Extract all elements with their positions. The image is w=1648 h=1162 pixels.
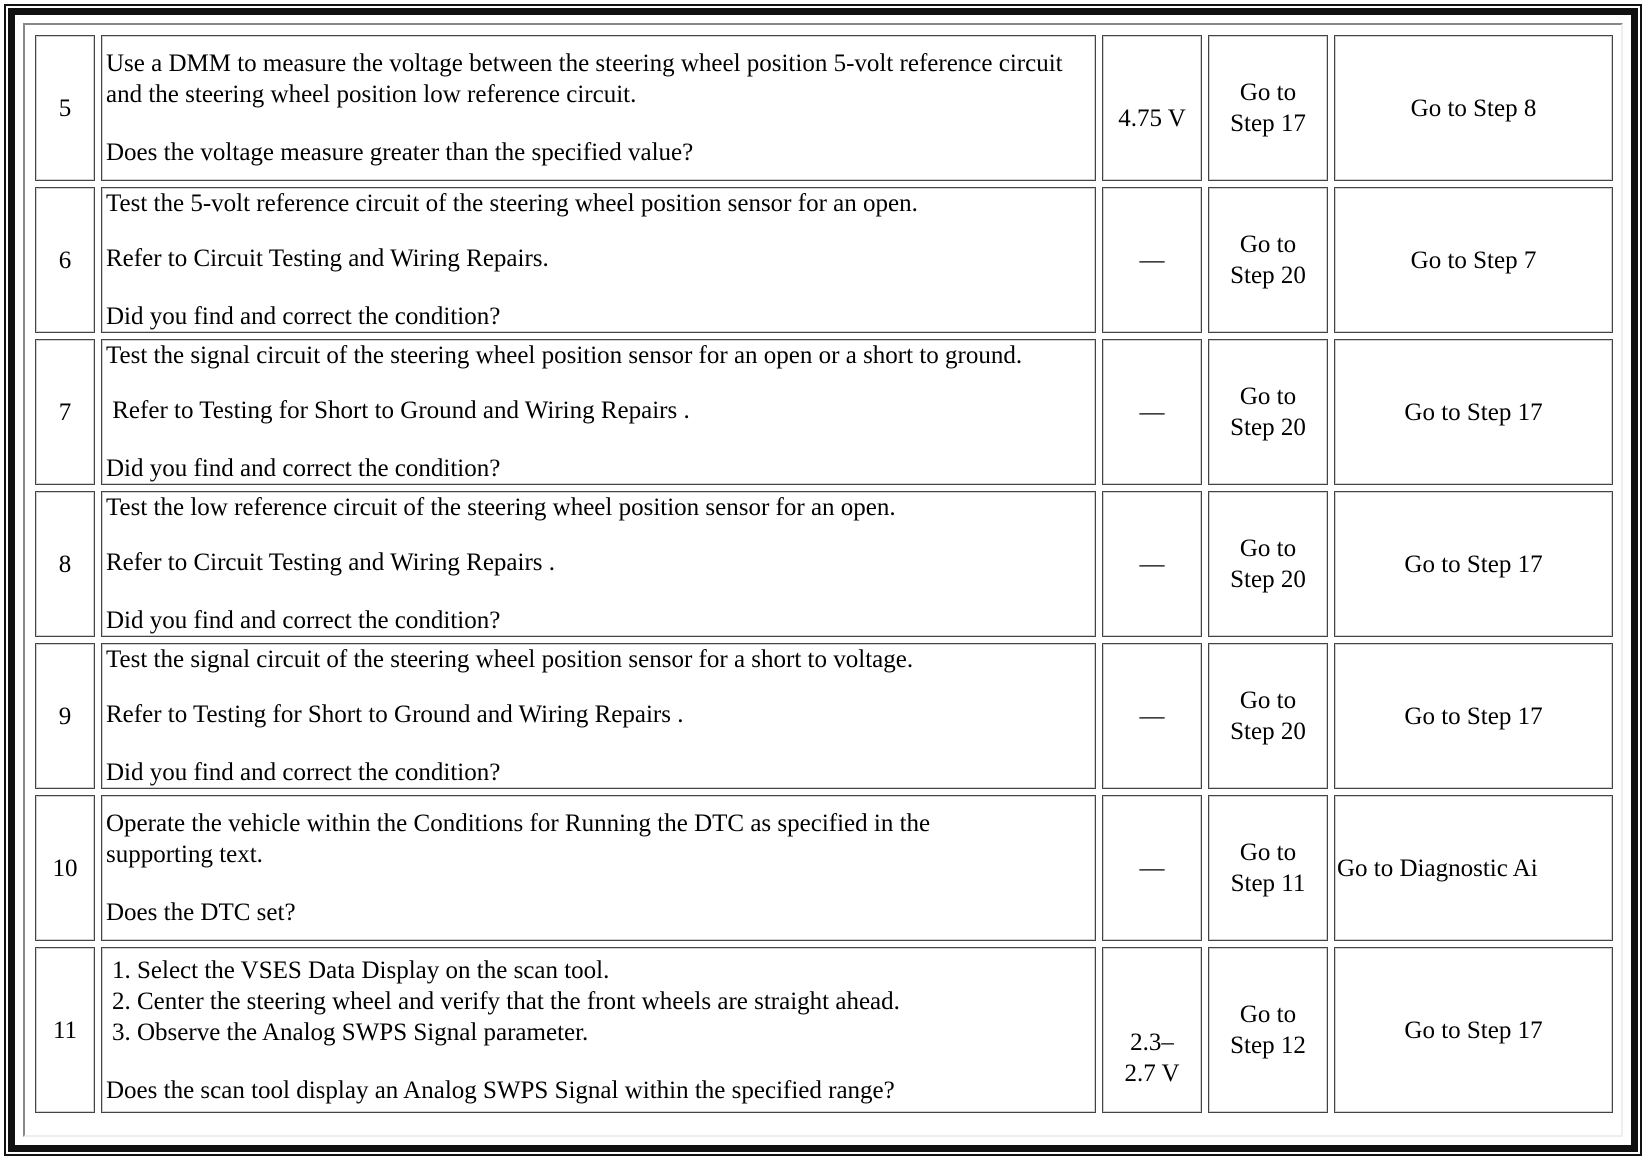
step-yes bbox=[1208, 947, 1328, 1113]
step-action bbox=[101, 187, 1096, 333]
action-text: Test the low reference circuit of the steering wheel position sensor for an open. bbox=[106, 494, 896, 521]
step-action bbox=[101, 643, 1096, 789]
value-line-2: 2.7 V bbox=[1124, 1060, 1180, 1087]
step-yes bbox=[1208, 795, 1328, 941]
step-number: 11 bbox=[35, 947, 95, 1113]
action-question: Did you find and correct the condition? bbox=[106, 607, 501, 634]
step-number: 9 bbox=[35, 643, 95, 789]
action-question: Did you find and correct the condition? bbox=[106, 759, 501, 786]
action-reference: Refer to Circuit Testing and Wiring Repairs. bbox=[106, 245, 549, 272]
step-value: — bbox=[1102, 643, 1202, 789]
list-item: 1. Select the VSES Data Display on the scan tool. bbox=[112, 956, 610, 984]
step-value: — bbox=[1102, 491, 1202, 637]
diagnostic-steps-table bbox=[29, 29, 1619, 1119]
step-no: Go to Step 7 bbox=[1334, 187, 1613, 333]
step-number: 10 bbox=[35, 795, 95, 941]
step-number: 5 bbox=[35, 35, 95, 181]
list-item: 2. Center the steering wheel and verify that the front wheels are straight ahead. bbox=[112, 987, 900, 1015]
yes-line-2: Step 11 bbox=[1230, 870, 1306, 897]
action-question: Does the voltage measure greater than the specified value? bbox=[106, 139, 694, 166]
table-row bbox=[35, 35, 1613, 181]
yes-line-1: Go to bbox=[1239, 383, 1297, 410]
step-action bbox=[101, 795, 1096, 941]
yes-line-2: Step 20 bbox=[1230, 414, 1306, 441]
step-number: 7 bbox=[35, 339, 95, 485]
step-no: Go to Step 17 bbox=[1334, 947, 1613, 1113]
step-value: — bbox=[1102, 795, 1202, 941]
action-question: Does the scan tool display an Analog SWPS Signal within the specified range? bbox=[106, 1076, 895, 1104]
yes-line-2: Step 20 bbox=[1230, 718, 1306, 745]
action-text: Operate the vehicle within the Conditions for Running the DTC as specified in the supporting text. bbox=[106, 810, 931, 868]
yes-line-1: Go to bbox=[1239, 839, 1297, 866]
document-frame bbox=[8, 8, 1638, 1152]
step-action bbox=[101, 491, 1096, 637]
yes-line-1: Go to bbox=[1239, 535, 1297, 562]
step-action bbox=[101, 35, 1096, 181]
action-text: Use a DMM to measure the voltage between the steering wheel position 5-volt reference circuit and the steering wheel position low reference circuit. bbox=[106, 50, 1063, 108]
table-row bbox=[35, 947, 1613, 1113]
step-value: 4.75 V bbox=[1102, 35, 1202, 181]
step-yes bbox=[1208, 339, 1328, 485]
action-question: Did you find and correct the condition? bbox=[106, 455, 501, 482]
step-no: Go to Diagnostic Ai bbox=[1334, 795, 1613, 941]
step-value: — bbox=[1102, 339, 1202, 485]
step-value: — bbox=[1102, 187, 1202, 333]
step-no: Go to Step 17 bbox=[1334, 339, 1613, 485]
step-yes bbox=[1208, 491, 1328, 637]
table-row bbox=[35, 491, 1613, 637]
yes-line-1: Go to bbox=[1239, 1001, 1297, 1028]
yes-line-2: Step 12 bbox=[1230, 1032, 1306, 1059]
action-question: Did you find and correct the condition? bbox=[106, 303, 501, 330]
table-row bbox=[35, 339, 1613, 485]
table-row bbox=[35, 795, 1613, 941]
table-row bbox=[35, 187, 1613, 333]
yes-line-1: Go to bbox=[1239, 79, 1297, 106]
step-no: Go to Step 8 bbox=[1334, 35, 1613, 181]
step-number: 6 bbox=[35, 187, 95, 333]
step-action bbox=[101, 339, 1096, 485]
value-line-1: 2.3– bbox=[1130, 1029, 1174, 1056]
step-yes bbox=[1208, 35, 1328, 181]
action-reference: Refer to Testing for Short to Ground and Wiring Repairs . bbox=[106, 397, 690, 424]
step-no: Go to Step 17 bbox=[1334, 491, 1613, 637]
action-text: Test the signal circuit of the steering wheel position sensor for a short to voltage. bbox=[106, 646, 914, 673]
action-reference: Refer to Testing for Short to Ground and Wiring Repairs . bbox=[106, 701, 684, 728]
table-bevel bbox=[23, 23, 1623, 1137]
table-row bbox=[35, 643, 1613, 789]
step-action bbox=[101, 947, 1096, 1113]
step-no: Go to Step 17 bbox=[1334, 643, 1613, 789]
action-text: Test the signal circuit of the steering wheel position sensor for an open or a short to ground. bbox=[106, 342, 1023, 369]
step-number: 8 bbox=[35, 491, 95, 637]
step-yes bbox=[1208, 643, 1328, 789]
yes-line-1: Go to bbox=[1239, 687, 1297, 714]
yes-line-1: Go to bbox=[1239, 231, 1297, 258]
yes-line-2: Step 20 bbox=[1230, 566, 1306, 593]
step-value bbox=[1102, 947, 1202, 1113]
list-item: 3. Observe the Analog SWPS Signal parameter. bbox=[112, 1018, 589, 1046]
yes-line-2: Step 17 bbox=[1230, 110, 1306, 137]
yes-line-2: Step 20 bbox=[1230, 262, 1306, 289]
step-yes bbox=[1208, 187, 1328, 333]
action-question: Does the DTC set? bbox=[106, 899, 296, 926]
action-reference: Refer to Circuit Testing and Wiring Repairs . bbox=[106, 549, 556, 576]
action-text: Test the 5-volt reference circuit of the steering wheel position sensor for an open. bbox=[106, 190, 918, 217]
